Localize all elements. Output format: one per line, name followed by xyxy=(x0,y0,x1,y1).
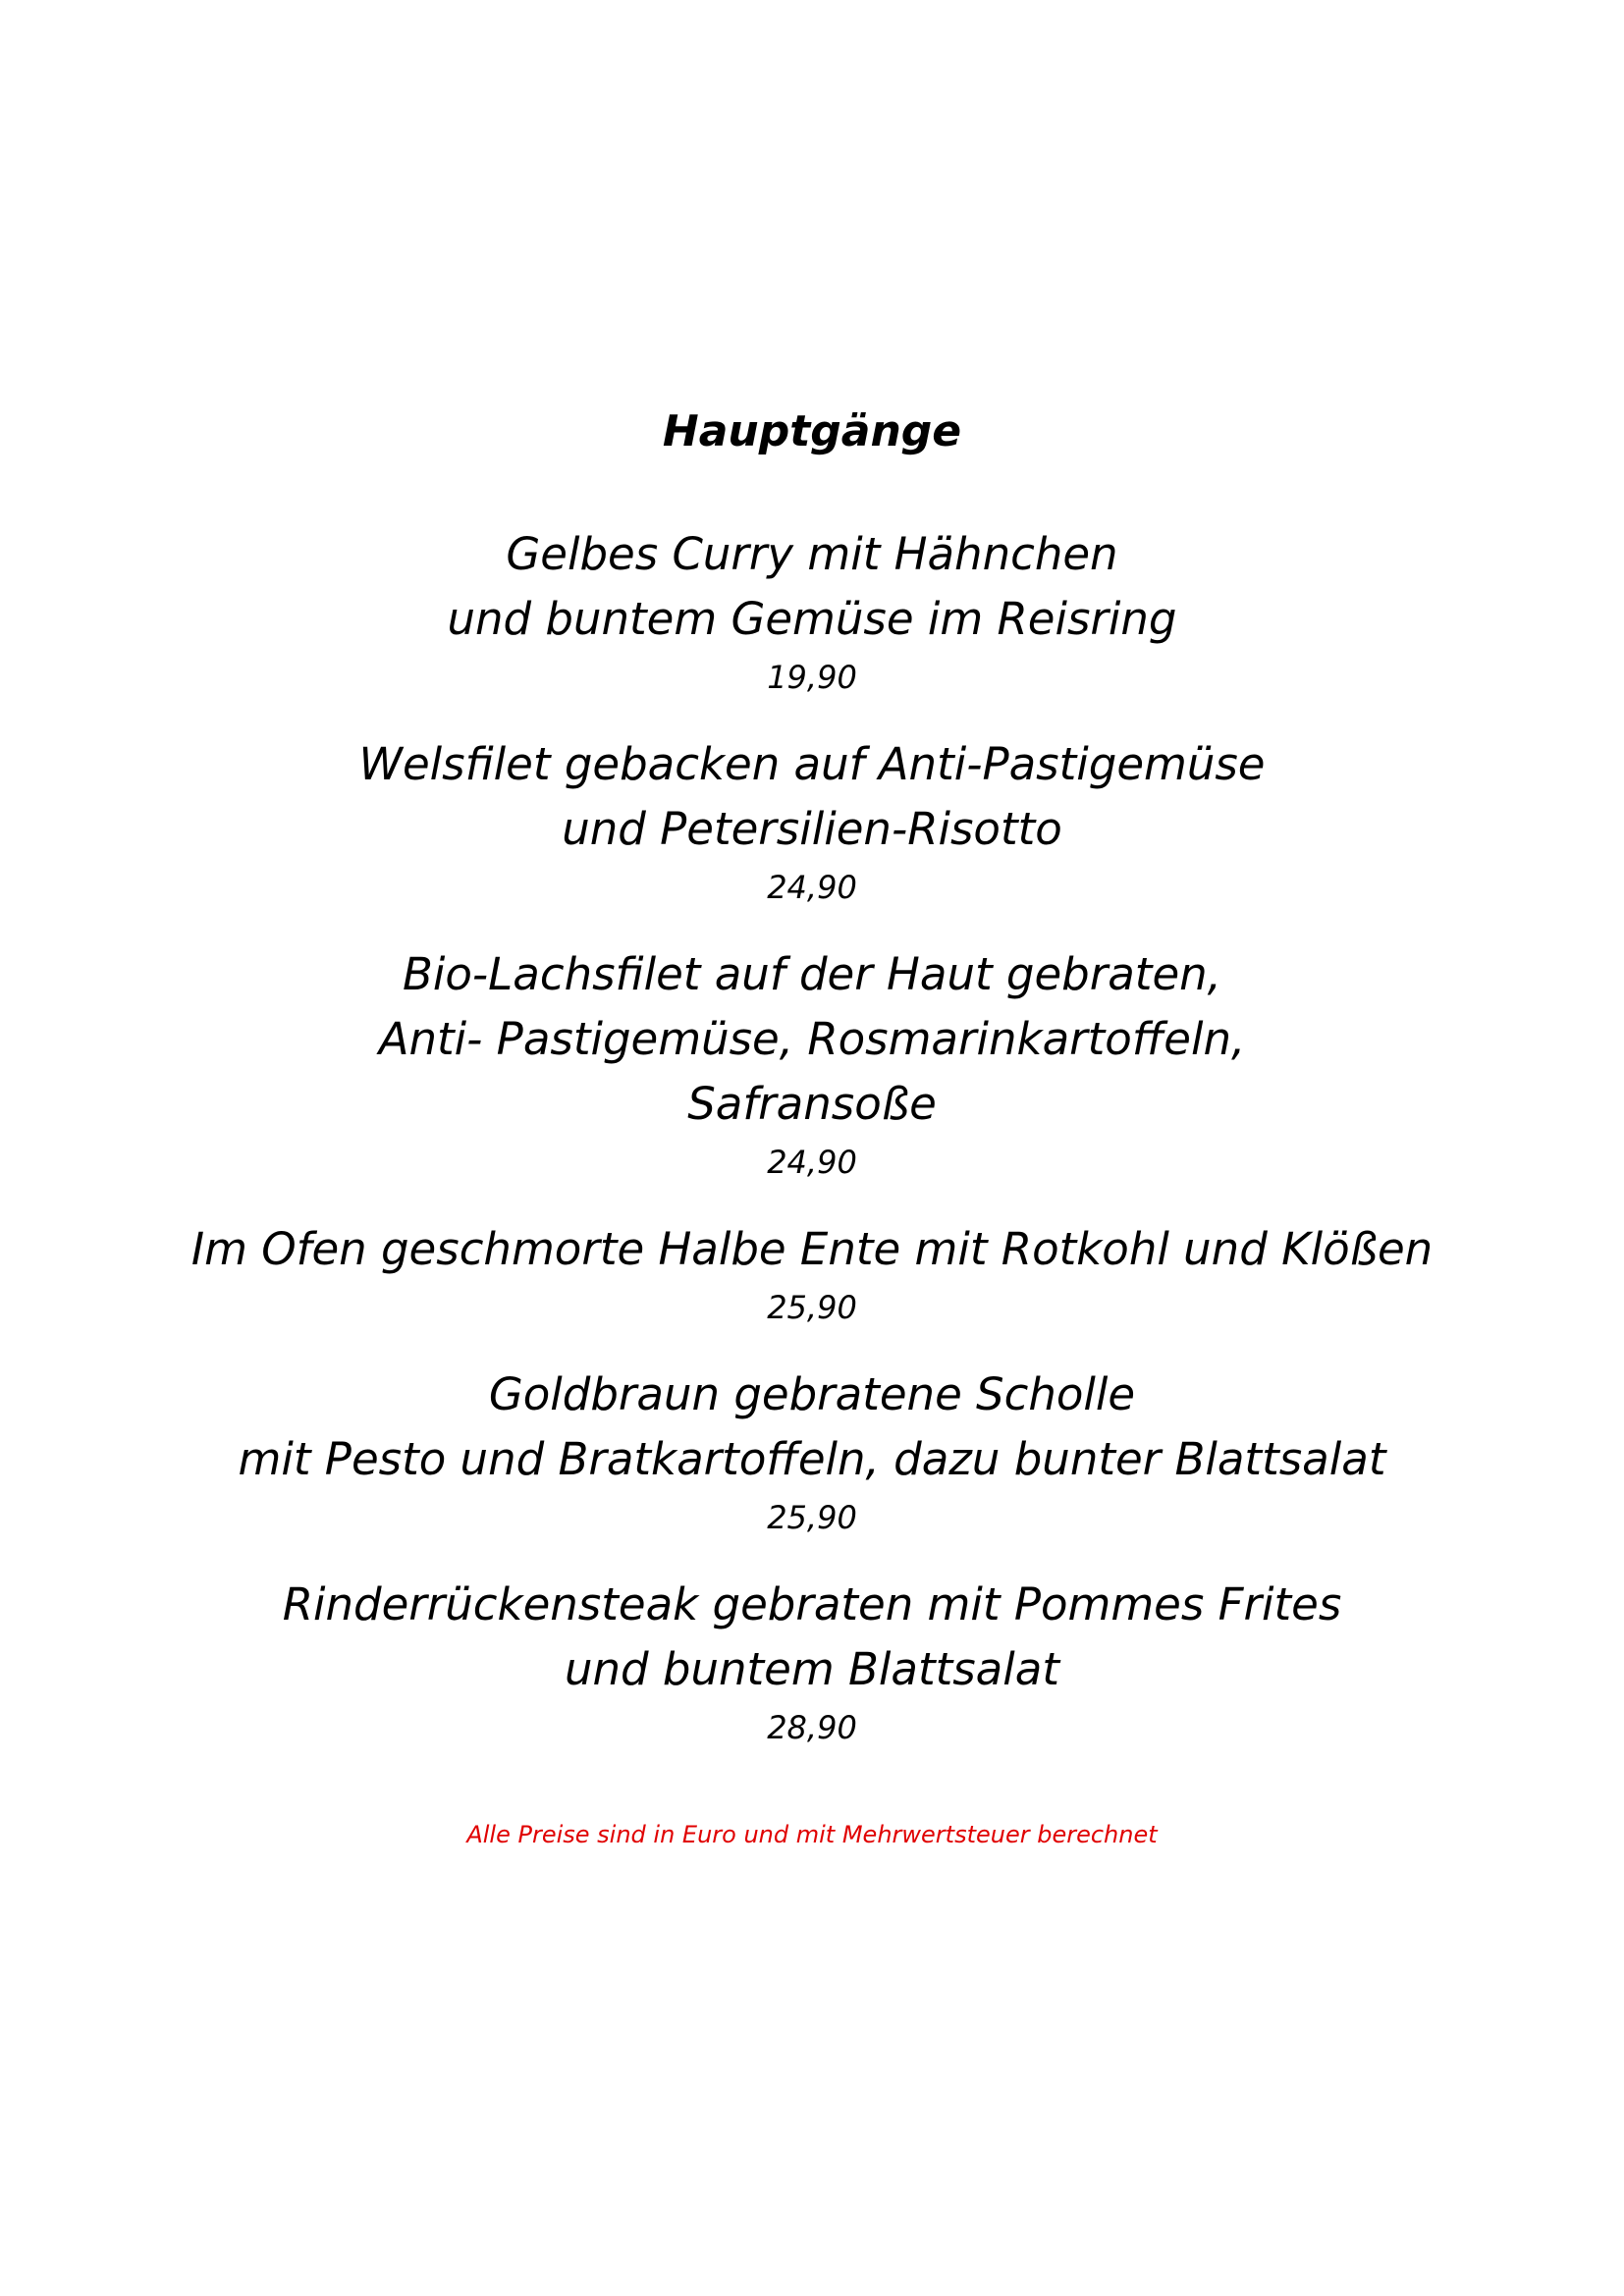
dish-price: 25,90 xyxy=(767,1289,857,1326)
page-title: Hauptgänge xyxy=(662,406,962,456)
dish-description-line: Im Ofen geschmorte Halbe Ente mit Rotkohl und Klößen xyxy=(190,1223,1434,1275)
dish-description-line: mit Pesto und Bratkartoffeln, dazu bunter Blattsalat xyxy=(238,1433,1386,1485)
dish-description-line: Safransoße xyxy=(687,1078,937,1130)
dish-catfish-fillet xyxy=(0,732,1624,913)
dish-yellow-curry xyxy=(0,522,1624,703)
dish-description-line: Bio-Lachsfilet auf der Haut gebraten, xyxy=(403,948,1221,1000)
dish-description-line: Welsfilet gebacken auf Anti-Pastigemüse xyxy=(358,738,1266,790)
dish-description-line: und Petersilien-Risotto xyxy=(562,803,1062,855)
dish-rump-steak xyxy=(0,1573,1624,1753)
dish-description-line: Gelbes Curry mit Hähnchen xyxy=(506,528,1118,580)
dish-description-line: und buntem Gemüse im Reisring xyxy=(447,593,1177,645)
dish-price: 25,90 xyxy=(767,1499,857,1536)
dish-price: 28,90 xyxy=(767,1709,857,1746)
dish-description-line: Goldbraun gebratene Scholle xyxy=(488,1368,1136,1420)
dish-description-line: Anti- Pastigemüse, Rosmarinkartoffeln, xyxy=(378,1013,1246,1065)
price-footnote: Alle Preise sind in Euro und mit Mehrwertsteuer berechnet xyxy=(466,1821,1158,1848)
dish-salmon-fillet xyxy=(0,942,1624,1188)
dish-description-line: und buntem Blattsalat xyxy=(565,1643,1059,1695)
dish-plaice xyxy=(0,1362,1624,1543)
dish-list xyxy=(0,522,1624,1753)
dish-half-duck xyxy=(0,1217,1624,1333)
dish-price: 24,90 xyxy=(767,1144,857,1181)
dish-price: 24,90 xyxy=(767,869,857,906)
dish-description-line: Rinderrückensteak gebraten mit Pommes Frites xyxy=(282,1578,1342,1630)
dish-price: 19,90 xyxy=(767,659,857,696)
